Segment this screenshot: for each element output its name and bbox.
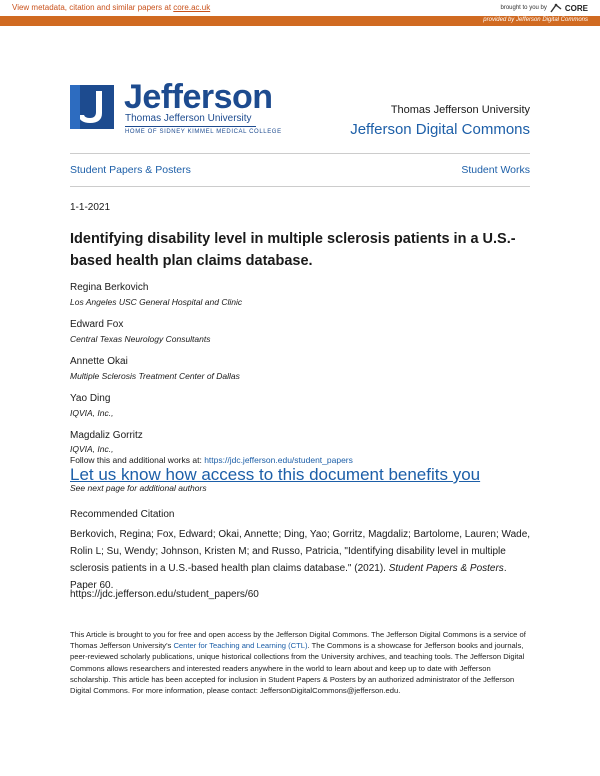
follow-line: [70, 455, 353, 465]
footer-part1: This Article is brought to you for free and open access by the Jefferson Digital Commons. The Jefferson Digital Commons is a service of Thomas Jefferson University's: [70, 630, 526, 651]
recommended-citation-heading: Recommended Citation: [70, 509, 175, 520]
repository-name[interactable]: Jefferson Digital Commons: [350, 121, 530, 138]
benefits-feedback-link[interactable]: Let us know how access to this document benefits you: [70, 465, 481, 484]
author-affiliation: IQVIA, Inc.,: [70, 444, 114, 454]
footer-part2: . The Commons is a showcase for Jefferson books and journals, peer-reviewed scholarly publications, unique historical collections from the University archives, and teaching tools. The Jefferson Digital Commons allows researchers and interested readers anywhere in the world to learn about and keep up to date with Jefferson scholarship. This article has been accepted for inclusion in Student Papers & Posters by an authorized administrator of the Jefferson Digital Commons. For more information, please contact: JeffersonDigitalCommons@jefferson.edu.: [70, 641, 525, 696]
university-name: Thomas Jefferson University: [390, 104, 530, 116]
author-affiliation: Los Angeles USC General Hospital and Clinic: [70, 297, 243, 307]
brought-by-text: brought to you by: [500, 5, 547, 11]
author-affiliation: Multiple Sclerosis Treatment Center of Dallas: [70, 371, 240, 381]
author-name: Yao Ding: [70, 393, 111, 404]
divider: [70, 186, 530, 187]
core-metadata-link[interactable]: [12, 3, 210, 12]
citation-journal: Student Papers & Posters: [388, 563, 504, 574]
citation-main: Berkovich, Regina; Fox, Edward; Okai, Annette; Ding, Yao; Gorritz, Magdaliz; Bartolome, Lauren; Wade, Rolin L; Su, Wendy; Johnson, Kristen M; and Russo, Patricia, "Identifying disability level in multiple sclerosis patients in a U.S.-based health plan claims database." (2021).: [70, 529, 531, 574]
core-link-prefix: View metadata, citation and similar papers at: [12, 3, 174, 12]
logo-divider: [125, 126, 256, 127]
citation-url[interactable]: https://jdc.jefferson.edu/student_papers/60: [70, 589, 259, 600]
core-link-domain[interactable]: core.ac.uk: [173, 3, 211, 12]
provided-by-text: provided by Jefferson Digital Commons: [483, 17, 588, 23]
article-title: Identifying disability level in multiple sclerosis patients in a U.S.-based health plan claims database.: [70, 231, 516, 269]
author-affiliation: IQVIA, Inc.,: [70, 408, 114, 418]
author-name: Magdaliz Gorritz: [70, 430, 143, 441]
citation-text: [70, 526, 532, 594]
see-next-page-note: See next page for additional authors: [70, 483, 207, 493]
author-name: Edward Fox: [70, 319, 124, 330]
core-label: CORE: [564, 3, 588, 13]
follow-text: Follow this and additional works at:: [70, 455, 205, 465]
citation-paper: . Paper 60.: [70, 563, 507, 591]
jefferson-logo-icon: [70, 85, 114, 129]
author-name: Annette Okai: [70, 356, 128, 367]
logo-college: HOME OF SIDNEY KIMMEL MEDICAL COLLEGE: [125, 129, 282, 135]
core-logo-icon: [550, 3, 562, 13]
publication-date: 1-1-2021: [70, 202, 111, 213]
nav-link-student-works[interactable]: Student Works: [461, 164, 530, 176]
ctl-link[interactable]: Center for Teaching and Learning (CTL): [173, 641, 308, 651]
follow-link[interactable]: https://jdc.jefferson.edu/student_papers: [204, 455, 353, 465]
footer-notice: [70, 629, 532, 696]
author-name: Regina Berkovich: [70, 282, 149, 293]
nav-link-student-papers[interactable]: Student Papers & Posters: [70, 164, 191, 176]
author-affiliation: Central Texas Neurology Consultants: [70, 334, 211, 344]
core-brand: [501, 3, 589, 13]
divider: [70, 153, 530, 154]
logo-subtitle: Thomas Jefferson University: [125, 113, 252, 124]
logo-wordmark: Jefferson: [124, 78, 273, 116]
